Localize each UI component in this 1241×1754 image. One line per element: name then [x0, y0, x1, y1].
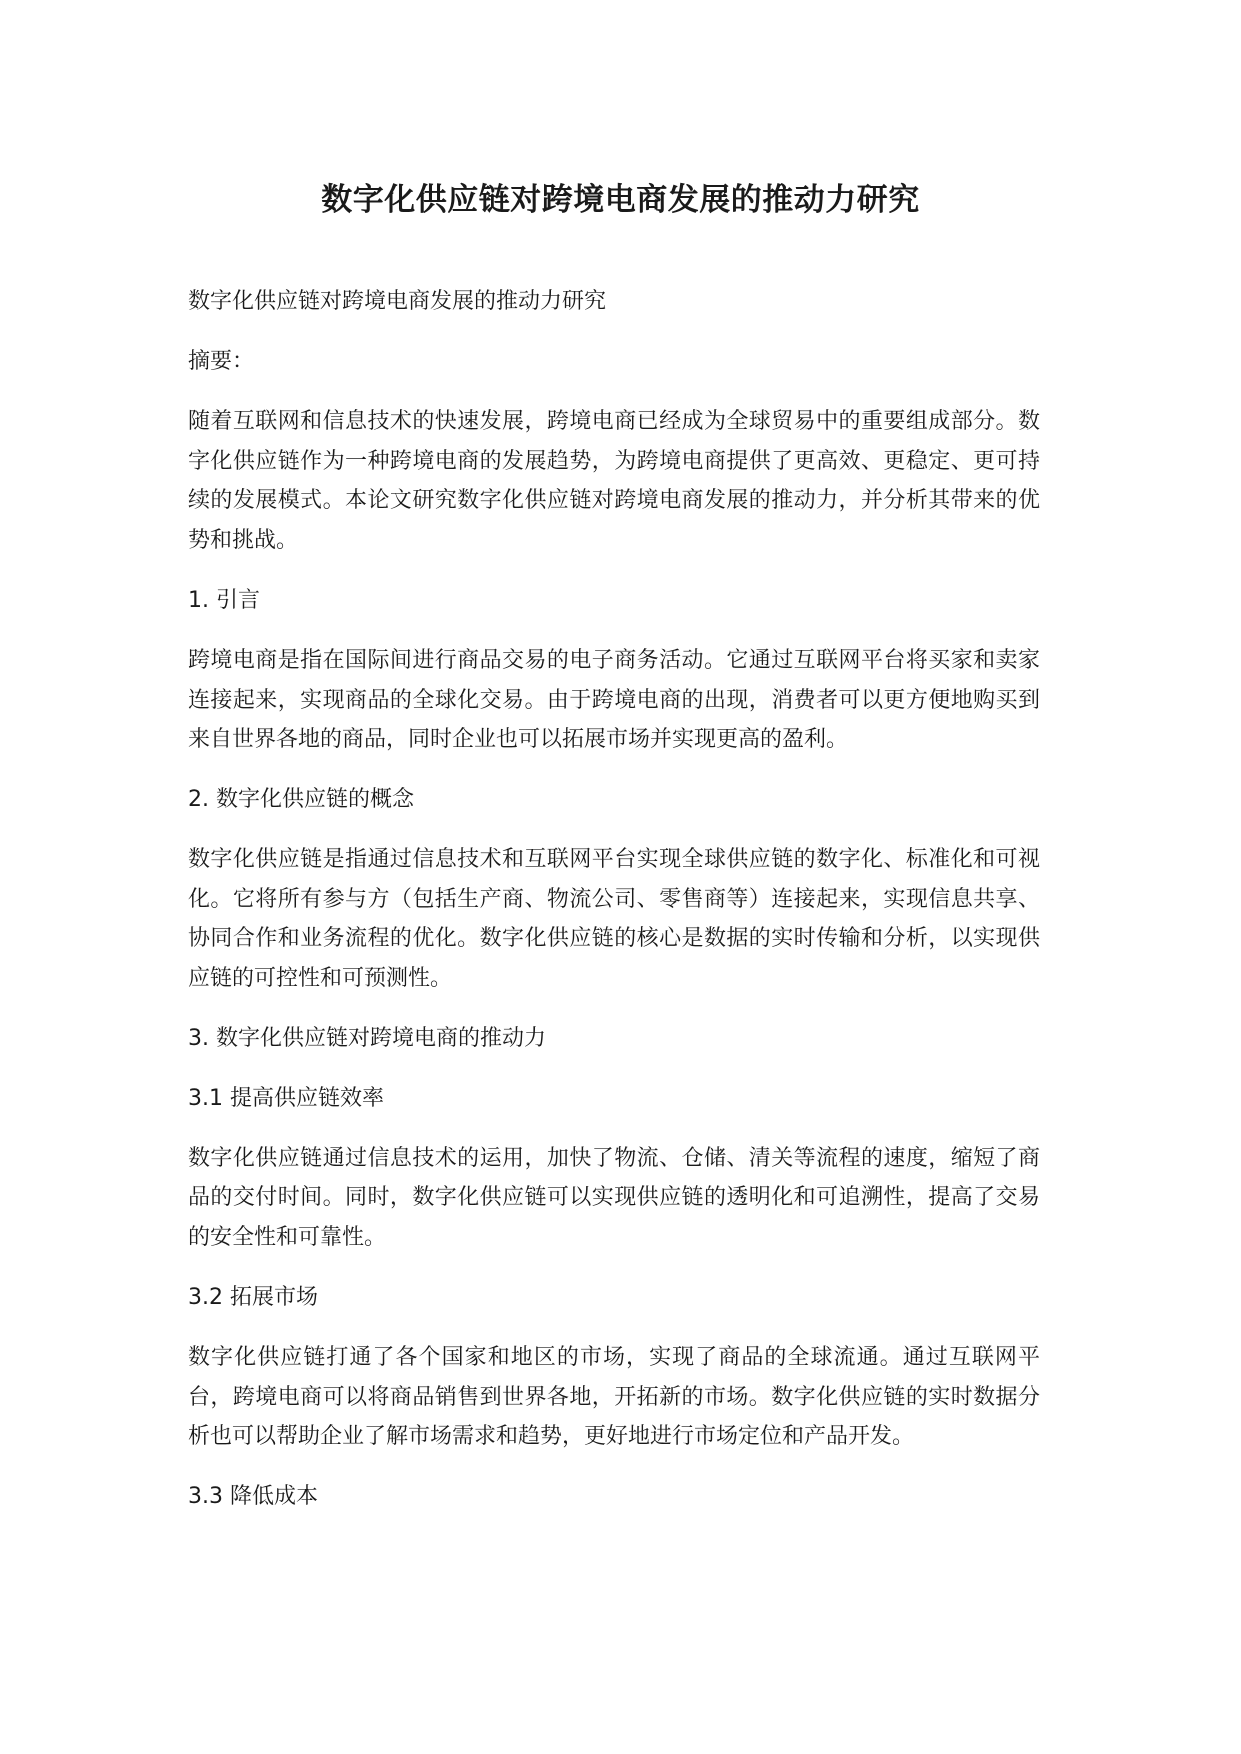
document-body	[188, 282, 1040, 1537]
section-heading-market: 3.2 拓展市场	[188, 1284, 318, 1310]
document-title: 数字化供应链对跨境电商发展的推动力研究	[321, 182, 920, 218]
section-text-concept: 数字化供应链是指通过信息技术和互联网平台实现全球供应链的数字化、标准化和可视化。它将所有参与方（包括生产商、物流公司、零售商等）连接起来，实现信息共享、协同合作和业务流程的优化。数字化供应链的核心是数据的实时传输和分析，以实现供应链的可控性和可预测性。	[188, 846, 1040, 992]
section-text-introduction: 跨境电商是指在国际间进行商品交易的电子商务活动。它通过互联网平台将买家和卖家连接起来，实现商品的全球化交易。由于跨境电商的出现，消费者可以更方便地购买到来自世界各地的商品，同时企业也可以拓展市场并实现更高的盈利。	[188, 647, 1040, 753]
section-heading-concept: 2. 数字化供应链的概念	[188, 786, 414, 812]
section-heading-driving-force: 3. 数字化供应链对跨境电商的推动力	[188, 1025, 546, 1051]
section-heading-cost: 3.3 降低成本	[188, 1483, 318, 1509]
abstract-label: 摘要：	[188, 349, 255, 374]
document-subtitle: 数字化供应链对跨境电商发展的推动力研究	[188, 289, 607, 314]
section-heading-efficiency: 3.1 提高供应链效率	[188, 1085, 384, 1111]
abstract-text: 随着互联网和信息技术的快速发展，跨境电商已经成为全球贸易中的重要组成部分。数字化供应链作为一种跨境电商的发展趋势，为跨境电商提供了更高效、更稳定、更可持续的发展模式。本论文研究数字化供应链对跨境电商发展的推动力，并分析其带来的优势和挑战。	[188, 409, 1040, 554]
section-text-efficiency: 数字化供应链通过信息技术的运用，加快了物流、仓储、清关等流程的速度，缩短了商品的交付时间。同时，数字化供应链可以实现供应链的透明化和可追溯性，提高了交易的安全性和可靠性。	[188, 1145, 1040, 1251]
section-heading-introduction: 1. 引言	[188, 587, 260, 613]
section-text-market: 数字化供应链打通了各个国家和地区的市场，实现了商品的全球流通。通过互联网平台，跨境电商可以将商品销售到世界各地，开拓新的市场。数字化供应链的实时数据分析也可以帮助企业了解市场需求和趋势，更好地进行市场定位和产品开发。	[188, 1344, 1040, 1450]
